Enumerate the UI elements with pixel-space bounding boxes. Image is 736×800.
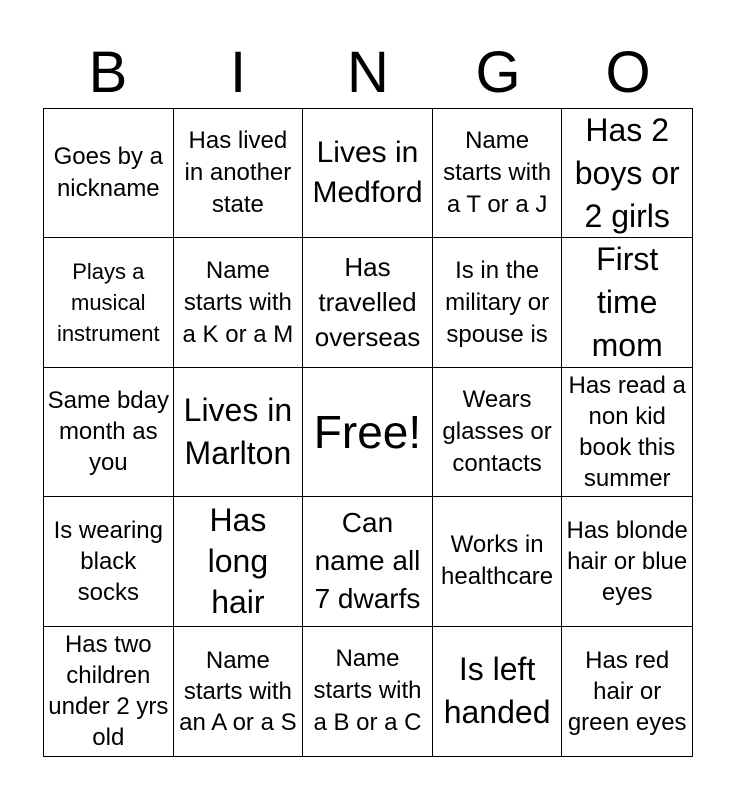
square-text: Plays a musical instrument <box>56 259 160 347</box>
square-text: Same bday month as you <box>47 387 169 477</box>
header-letter-b: B <box>88 40 128 105</box>
bingo-square-r1-c1[interactable] <box>44 109 174 238</box>
square-text: Is in the military or spouse is <box>445 256 550 348</box>
bingo-square-r5-c3[interactable] <box>303 627 433 756</box>
square-text: Name starts with a B or a C <box>313 645 422 737</box>
bingo-square-r5-c2[interactable] <box>174 627 304 756</box>
bingo-square-r2-c2[interactable] <box>174 238 304 367</box>
square-text: Goes by a nickname <box>53 143 163 203</box>
square-text: Is wearing black socks <box>53 516 163 606</box>
bingo-square-r4-c4[interactable] <box>433 497 563 626</box>
square-text: Name starts with an A or a S <box>179 646 297 736</box>
bingo-square-r5-c4[interactable] <box>433 627 563 756</box>
square-text: Has travelled overseas <box>314 252 421 353</box>
bingo-square-r4-c5[interactable] <box>562 497 692 626</box>
header-letter-n: N <box>347 40 389 105</box>
bingo-header <box>43 38 693 108</box>
bingo-square-r1-c2[interactable] <box>174 109 304 238</box>
bingo-square-r3-c2[interactable] <box>174 368 304 497</box>
square-text: Is left handed <box>443 651 551 731</box>
square-text: Has long hair <box>207 501 269 620</box>
bingo-square-r5-c5[interactable] <box>562 627 692 756</box>
bingo-square-free[interactable] <box>303 368 433 497</box>
free-space-text: Free! <box>313 405 422 458</box>
bingo-square-r2-c4[interactable] <box>433 238 563 367</box>
bingo-square-r3-c1[interactable] <box>44 368 174 497</box>
square-text: Wears glasses or contacts <box>442 385 552 477</box>
header-letter-g: G <box>475 40 521 105</box>
bingo-card-grid <box>43 108 693 757</box>
square-text: Has read a non kid book this summer <box>568 371 686 492</box>
bingo-square-r2-c5[interactable] <box>562 238 692 367</box>
square-text: Name starts with a K or a M <box>182 256 294 348</box>
bingo-square-r2-c3[interactable] <box>303 238 433 367</box>
square-text: Has two children under 2 yrs old <box>48 631 169 752</box>
square-text: Lives in Marlton <box>183 391 293 471</box>
bingo-square-r3-c5[interactable] <box>562 368 692 497</box>
bingo-square-r2-c1[interactable] <box>44 238 174 367</box>
square-text: First time mom <box>591 241 663 364</box>
square-text: Has lived in another state <box>184 127 292 219</box>
bingo-square-r3-c4[interactable] <box>433 368 563 497</box>
bingo-square-r4-c1[interactable] <box>44 497 174 626</box>
bingo-square-r1-c4[interactable] <box>433 109 563 238</box>
square-text: Name starts with a T or a J <box>443 127 552 219</box>
bingo-square-r5-c1[interactable] <box>44 627 174 756</box>
bingo-square-r1-c3[interactable] <box>303 109 433 238</box>
square-text: Has red hair or green eyes <box>567 646 687 736</box>
bingo-square-r4-c2[interactable] <box>174 497 304 626</box>
square-text: Has blonde hair or blue eyes <box>566 516 688 606</box>
square-text: Can name all 7 dwarfs <box>314 507 421 615</box>
header-letter-o: O <box>605 40 651 105</box>
bingo-square-r1-c5[interactable] <box>562 109 692 238</box>
square-text: Lives in Medford <box>312 136 423 210</box>
bingo-square-r4-c3[interactable] <box>303 497 433 626</box>
square-text: Works in healthcare <box>441 531 554 591</box>
header-letter-i: I <box>229 40 247 105</box>
square-text: Has 2 boys or 2 girls <box>574 111 680 234</box>
